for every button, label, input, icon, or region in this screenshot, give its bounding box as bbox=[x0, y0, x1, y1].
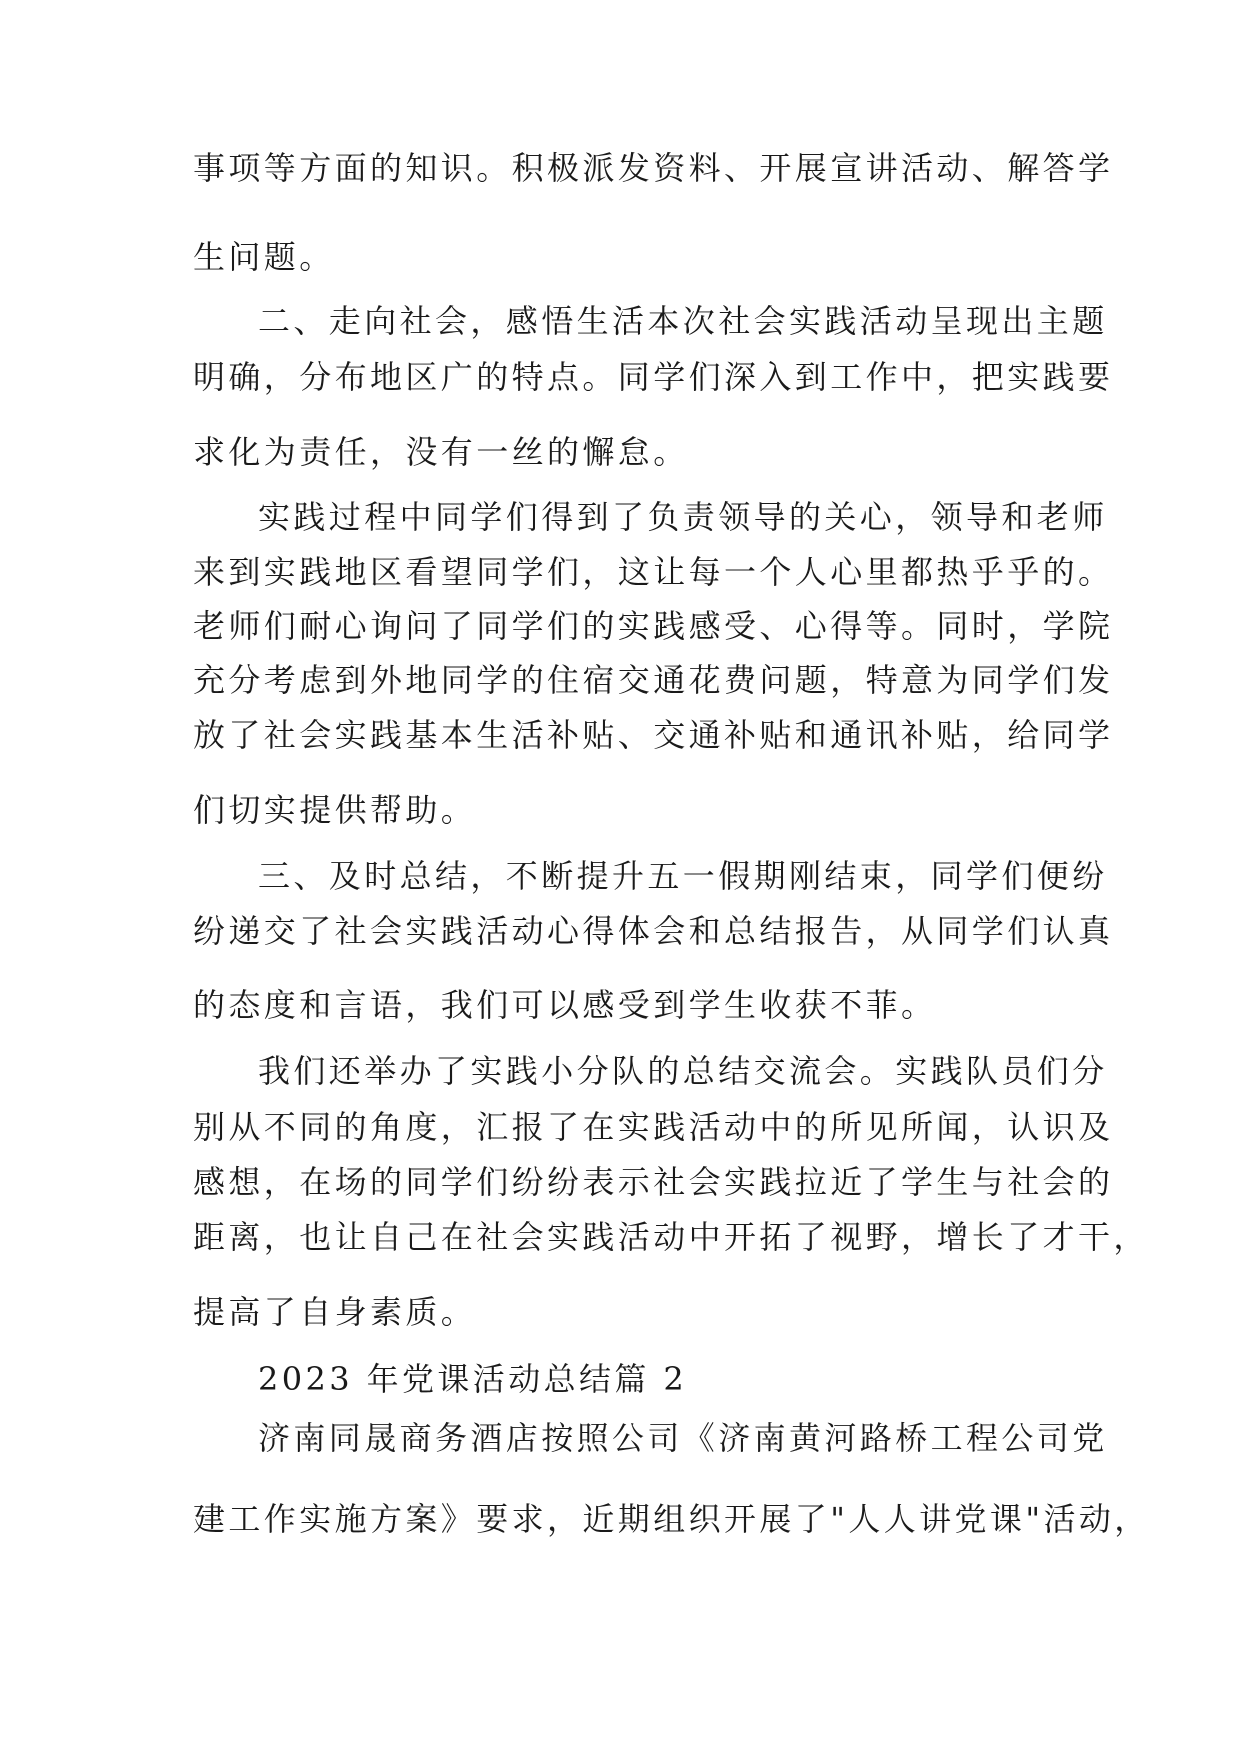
paragraph-start-line: 济南同晟商务酒店按照公司《济南黄河路桥工程公司党 bbox=[258, 1419, 1108, 1457]
text-line: 充分考虑到外地同学的住宿交通花费问题，特意为同学们发 bbox=[193, 661, 1114, 699]
text-line: 距离，也让自己在社会实践活动中开拓了视野，增长了才干， bbox=[193, 1218, 1149, 1256]
paragraph-start-line: 我们还举办了实践小分队的总结交流会。实践队员们分 bbox=[258, 1052, 1108, 1090]
paragraph-start-line: 实践过程中同学们得到了负责领导的关心，领导和老师 bbox=[258, 498, 1108, 536]
section-heading-line: 三、及时总结，不断提升五一假期刚结束，同学们便纷 bbox=[258, 857, 1108, 895]
text-line: 的态度和言语，我们可以感受到学生收获不菲。 bbox=[193, 986, 937, 1024]
section-heading-line: 二、走向社会，感悟生活本次社会实践活动呈现出主题 bbox=[258, 302, 1108, 340]
text-line: 纷递交了社会实践活动心得体会和总结报告，从同学们认真 bbox=[193, 912, 1114, 950]
text-line: 求化为责任，没有一丝的懈怠。 bbox=[193, 433, 689, 471]
text-line: 老师们耐心询问了同学们的实践感受、心得等。同时，学院 bbox=[193, 607, 1114, 645]
text-line: 感想，在场的同学们纷纷表示社会实践拉近了学生与社会的 bbox=[193, 1163, 1114, 1201]
text-line: 生问题。 bbox=[193, 238, 335, 276]
text-line: 来到实践地区看望同学们，这让每一个人心里都热乎乎的。 bbox=[193, 553, 1114, 591]
article-title: 2023 年党课活动总结篇 2 bbox=[258, 1360, 688, 1398]
text-line: 提高了自身素质。 bbox=[193, 1293, 477, 1331]
text-line: 们切实提供帮助。 bbox=[193, 791, 477, 829]
text-line: 事项等方面的知识。积极派发资料、开展宣讲活动、解答学 bbox=[193, 149, 1114, 187]
text-line: 别从不同的角度，汇报了在实践活动中的所见所闻，认识及 bbox=[193, 1108, 1114, 1146]
text-line: 明确，分布地区广的特点。同学们深入到工作中，把实践要 bbox=[193, 358, 1114, 396]
text-line: 放了社会实践基本生活补贴、交通补贴和通讯补贴，给同学 bbox=[193, 716, 1114, 754]
text-line: 建工作实施方案》要求，近期组织开展了"人人讲党课"活动， bbox=[193, 1500, 1150, 1538]
